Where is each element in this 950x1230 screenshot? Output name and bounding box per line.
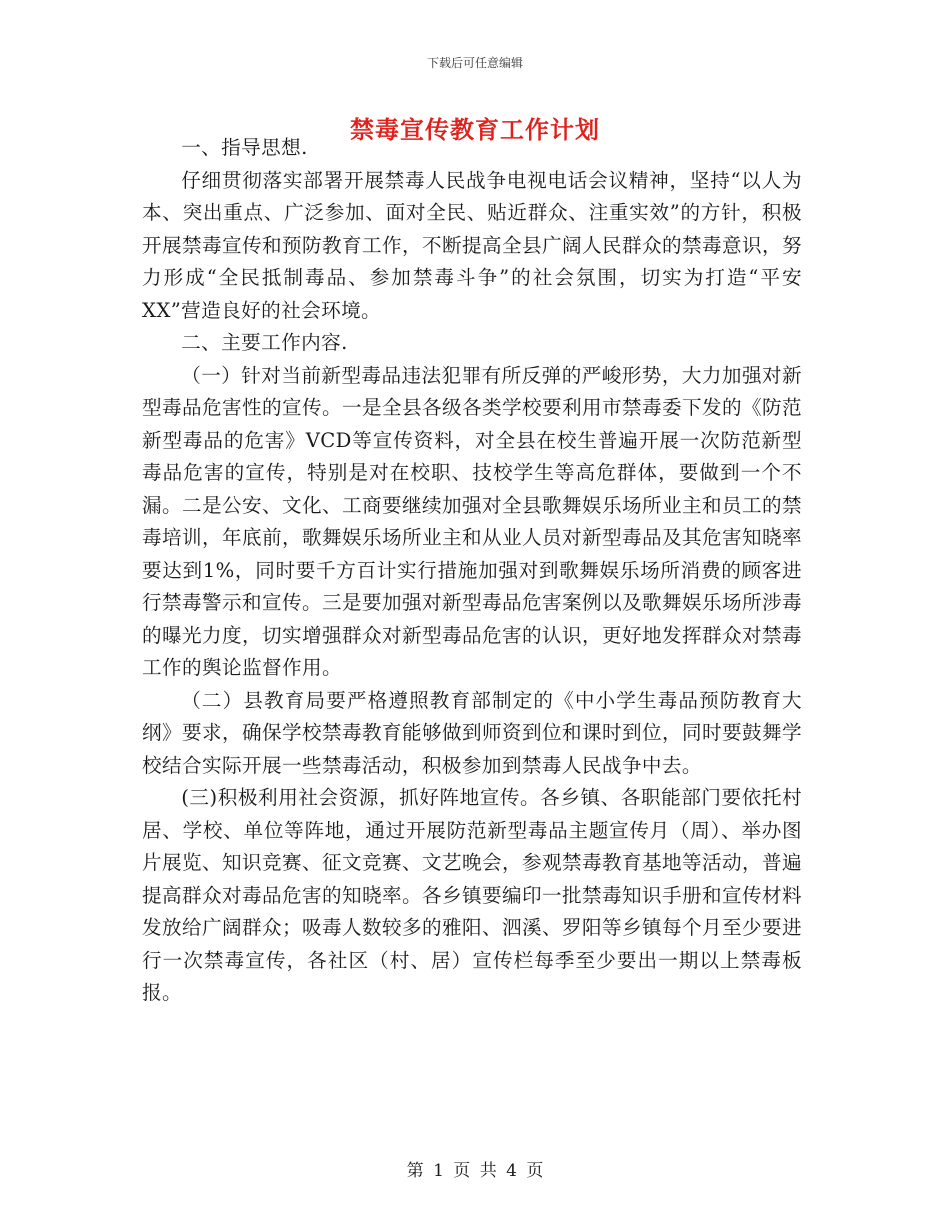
section-heading-guiding-thought: 一、指导思想. <box>181 136 308 159</box>
section-heading-main-work: 二、主要工作内容. <box>181 331 348 354</box>
document-title: 禁毒宣传教育工作计划 <box>350 115 600 144</box>
page-footer: 第 1 页 共 4 页 <box>406 1161 544 1181</box>
paragraph-guiding-thought: 仔细贯彻落实部署开展禁毒人民战争电视电话会议精神，坚持“以人为本、突出重点、广泛参加、面对全民、贴近群众、注重实效”的方针，积极开展禁毒宣传和预防教育工作，不断提高全县广阔人民群众的禁毒意识，努力形成“全民抵制毒品、参加禁毒斗争”的社会氛围，切实为打造“平安XX”营造良好的社会环境。 <box>142 168 802 322</box>
paragraph-item-3: (三)积极利用社会资源，抓好阵地宣传。各乡镇、各职能部门要依托村居、学校、单位等阵地，通过开展防范新型毒品主题宣传月（周）、举办图片展览、知识竞赛、征文竞赛、文艺晚会，参观禁毒教育基地等活动，普遍提高群众对毒品危害的知晓率。各乡镇要编印一批禁毒知识手册和宣传材料发放给广阔群众；吸毒人数较多的雅阳、泗溪、罗阳等乡镇每个月至少要进行一次禁毒宣传，各社区（村、居）宣传栏每季至少要出一期以上禁毒板报。 <box>142 786 802 1004</box>
paragraph-item-2: （二）县教育局要严格遵照教育部制定的《中小学生毒品预防教育大纲》要求，确保学校禁毒教育能够做到师资到位和课时到位，同时要鼓舞学校结合实际开展一些禁毒活动，积极参加到禁毒人民战争中去。 <box>142 688 802 777</box>
header-note: 下载后可任意编辑 <box>426 56 523 70</box>
document-body <box>142 132 802 1010</box>
paragraph-item-1: （一）针对当前新型毒品违法犯罪有所反弹的严峻形势，大力加强对新型毒品危害性的宣传。一是全县各级各类学校要利用市禁毒委下发的《防范新型毒品的危害》VCD等宣传资料，对全县在校生普遍开展一次防范新型毒品危害的宣传，特别是对在校职、技校学生等高危群体，要做到一个不漏。二是公安、文化、工商要继续加强对全县歌舞娱乐场所业主和员工的禁毒培训，年底前，歌舞娱乐场所业主和从业人员对新型毒品及其危害知晓率要达到1%，同时要千方百计实行措施加强对到歌舞娱乐场所消费的顾客进行禁毒警示和宣传。三是要加强对新型毒品危害案例以及歌舞娱乐场所涉毒的曝光力度，切实增强群众对新型毒品危害的认识，更好地发挥群众对禁毒工作的舆论监督作用。 <box>142 363 802 679</box>
